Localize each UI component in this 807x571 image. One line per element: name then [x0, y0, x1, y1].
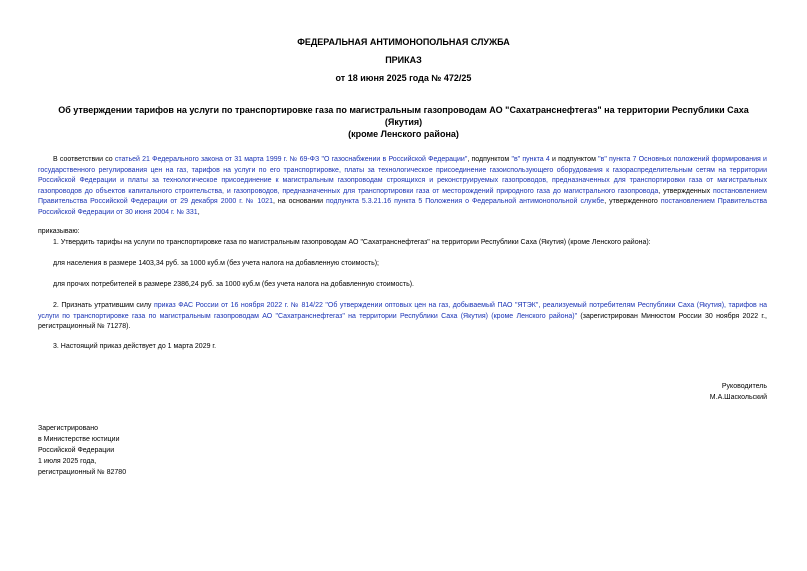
preamble-text-4: , утвержденных	[658, 187, 714, 195]
title-line-1: Об утверждении тарифов на услуги по транспортировке газа по магистральным газопроводам АО "Сахатранснефтегаз" на территории Республики Саха (Якутия)	[58, 105, 749, 127]
preamble-paragraph	[38, 155, 767, 218]
item-1-population-tariff: для населения в размере 1403,34 руб. за 1000 куб.м (без учета налога на добавленную стоимость);	[53, 260, 379, 267]
orders-word: приказываю:	[38, 228, 80, 235]
link-fas-order-814-22[interactable]: приказ ФАС России от 16 ноября 2022 г. № 814/22 "Об утверждении оптовых цен на газ, добываемый ПАО "ЯТЭК", реализуемый потребителям Республики Саха (Якутия), тарифов на услуги по транспортировке газа по магистральным газопроводам АО "Сахатранснефтегаз" на территории Республики Саха (Якутия) (кроме Ленского района)"	[38, 302, 767, 320]
registration-line: регистрационный № 82780	[38, 469, 127, 476]
link-resolution-1021[interactable]: постановлением Правительства Российской Федерации от 29 декабря 2000 г. № 1021	[38, 187, 767, 205]
item-3-text: 3. Настоящий приказ действует до 1 марта 2029 г.	[53, 343, 217, 350]
registration-line: в Министерстве юстиции	[38, 436, 120, 443]
agency-name: ФЕДЕРАЛЬНАЯ АНТИМОНОПОЛЬНАЯ СЛУЖБА	[297, 37, 510, 47]
registration-line: Российской Федерации	[38, 447, 115, 454]
preamble-text-3: и подпунктом	[549, 156, 599, 163]
document-title	[40, 104, 767, 140]
doc-type: ПРИКАЗ	[385, 55, 422, 65]
preamble-text-2: , подпунктом	[467, 156, 512, 163]
registration-line: 1 июля 2025 года,	[38, 458, 97, 465]
link-fas-regulation[interactable]: подпункта 5.3.21.16 пункта 5 Положения о Федеральной антимонопольной службе	[325, 198, 605, 205]
signature-position: Руководитель	[721, 383, 767, 390]
item-1-text: 1. Утвердить тарифы на услуги по транспортировке газа по магистральным газопроводам АО "Сахатранснефтегаз" на территории Республики Саха (Якутия) (кроме Ленского района):	[53, 239, 651, 246]
item-1-other-tariff: для прочих потребителей в размере 2386,24 руб. за 1000 куб.м (без учета налога на добавленную стоимость).	[53, 281, 414, 288]
preamble-text-1: В соответствии со	[53, 156, 115, 163]
link-resolution-331[interactable]: постановлением Правительства Российской Федерации от 30 июня 2004 г. № 331	[38, 198, 767, 216]
registration-block	[38, 423, 126, 478]
link-subparagraph-4[interactable]: "в" пункта 4	[511, 156, 550, 163]
preamble-text-6: , утвержденного	[604, 198, 661, 205]
doc-date-number: от 18 июня 2025 года № 472/25	[335, 73, 472, 83]
item-2-text-2: (зарегистрирован Минюстом России 30 ноября 2022 г., регистрационный № 71278).	[38, 312, 767, 330]
link-federal-law-69fz[interactable]: статьей 21 Федерального закона от 31 марта 1999 г. № 69-ФЗ "О газоснабжении в Российской Федерации"	[114, 156, 468, 163]
signature-block	[710, 381, 767, 403]
signature-name: М.А.Шаскольский	[709, 394, 767, 401]
registration-line: Зарегистрировано	[38, 425, 98, 432]
link-basic-provisions[interactable]: "в" пункта 7 Основных положений формирования и государственного регулирования цен на газ, тарифов на услуги по его транспортировке, платы за технологическое присоединение газоиспользующего оборудования к газораспределительным сетям на территории Российской Федерации и платы за технологическое присоединение к магистральным газопроводам строящихся и реконструируемых газопроводов, предназначенных для транспортировки газа от магистральных газопроводов до объектов капитального строительства, и газопроводов, предназначенных для транспортировки газа от месторождений природного газа до магистрального газопровода	[38, 156, 767, 195]
preamble-text-5: , на основании	[272, 198, 326, 205]
preamble-text-7: ,	[197, 208, 200, 216]
item-2-paragraph	[38, 301, 767, 333]
item-2-text-1: 2. Признать утратившим силу	[53, 302, 154, 309]
title-line-2: (кроме Ленского района)	[348, 129, 459, 139]
